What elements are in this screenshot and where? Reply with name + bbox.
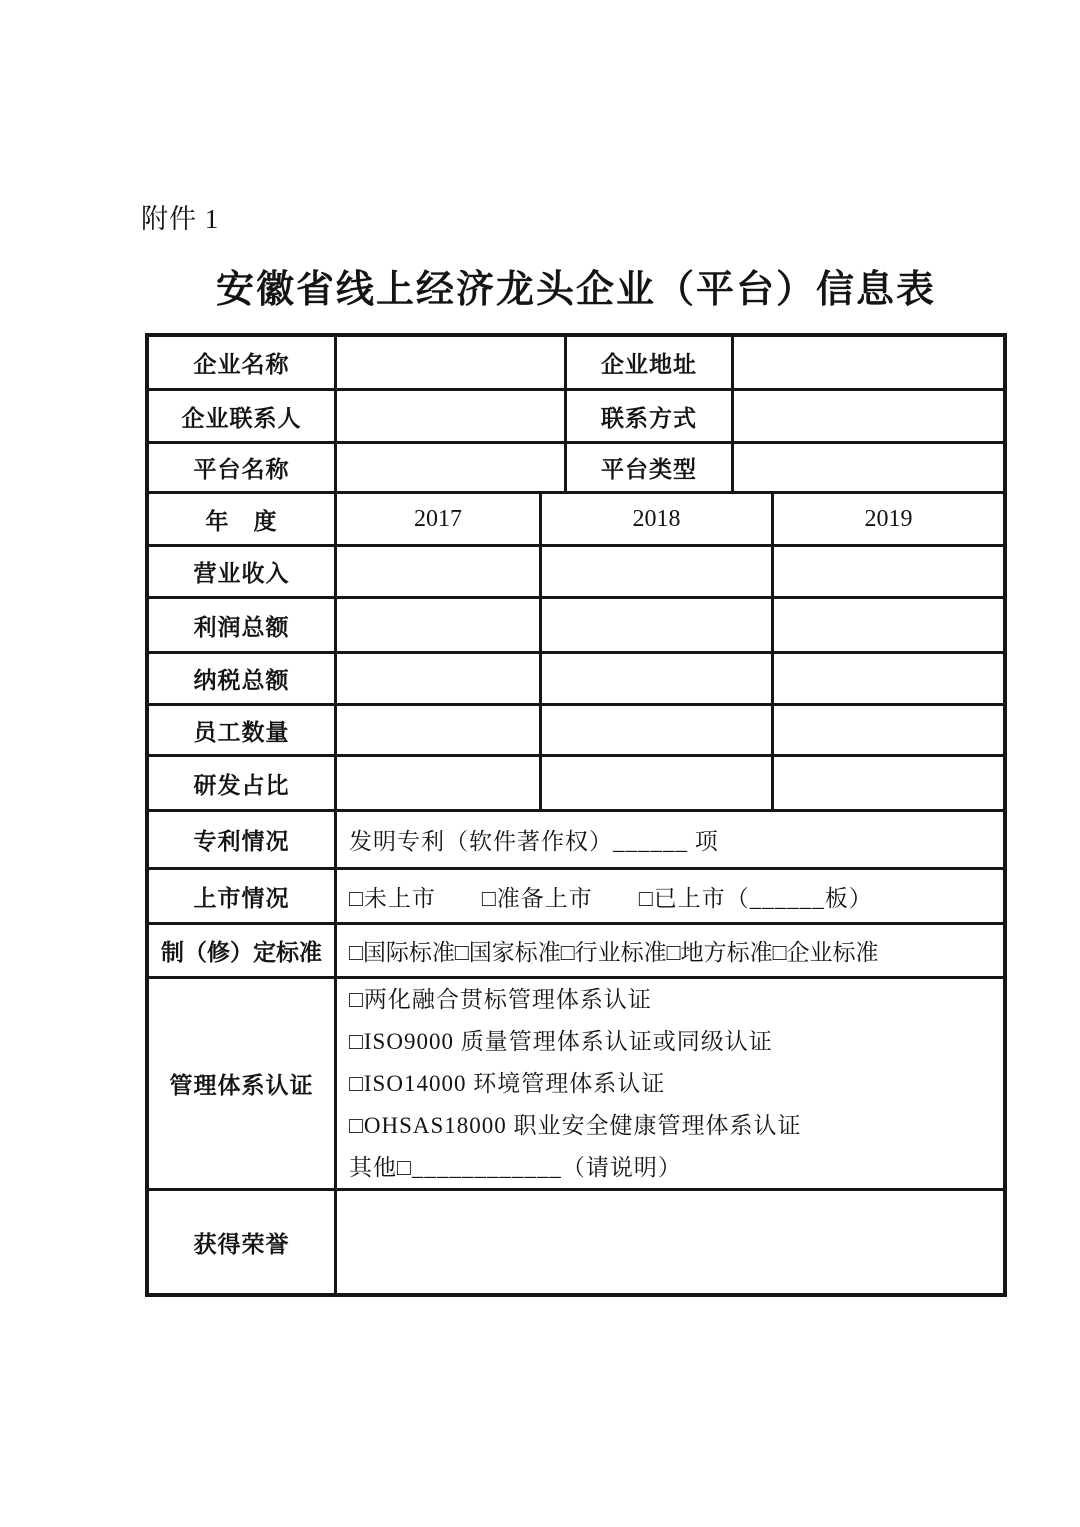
year-cell-2019: 2019 [864,505,913,532]
field-label-platform-name: 平台名称 [149,444,337,491]
input-cell-company-name [337,337,567,388]
row-standards [149,925,1003,979]
field-label-employees: 员工数量 [149,706,337,754]
row-revenue [149,547,1003,599]
row-platform-name [149,444,1003,494]
row-profit [149,599,1003,654]
standards-options [337,925,1003,976]
field-label-certification: 管理体系认证 [149,979,337,1188]
input-cell-profit-2018 [542,599,774,651]
row-honors [149,1191,1003,1293]
checkbox-option-lianghua-cert: □两化融合贯标管理体系认证 [349,986,652,1012]
field-label-patent: 专利情况 [149,812,337,867]
checkbox-options-standards: □国际标准□国家标准□行业标准□地方标准□企业标准 [349,940,879,965]
row-employees [149,706,1003,757]
input-cell-rnd-2019 [774,757,1003,809]
input-cell-tax-2018 [542,654,774,703]
field-label-rnd-ratio: 研发占比 [149,757,337,809]
page-title: 安徽省线上经济龙头企业（平台）信息表 [215,269,936,311]
checkbox-option-listed: □已上市（______板） [638,885,873,911]
year-cell-2018: 2018 [542,494,774,544]
field-label-contact-person: 企业联系人 [149,391,337,441]
input-cell-platform-type [734,444,1003,491]
checkbox-option-iso14000-cert: □ISO14000 环境管理体系认证 [349,1070,666,1096]
checkbox-option-preparing-listing: □准备上市 [481,885,593,911]
certification-options [337,979,1003,1188]
input-cell-tax-2019 [774,654,1003,703]
checkbox-option-other-cert: 其他□____________（请说明） [349,1154,682,1180]
checkbox-option-iso9000-cert: □ISO9000 质量管理体系认证或同级认证 [349,1028,773,1054]
input-cell-company-address [734,337,1003,388]
checkbox-option-ohsas18000-cert: □OHSAS18000 职业安全健康管理体系认证 [349,1112,802,1138]
input-cell-employees-2018 [542,706,774,754]
field-label-year: 年 度 [149,494,337,544]
row-rnd-ratio [149,757,1003,812]
row-company-name [149,337,1003,391]
input-cell-revenue-2019 [774,547,1003,596]
row-contact-person [149,391,1003,444]
field-label-company-address: 企业地址 [567,337,734,388]
row-patent [149,812,1003,870]
input-cell-honors [337,1191,1003,1293]
patent-content: 发明专利（软件著作权）______ 项 [349,829,719,854]
row-tax [149,654,1003,706]
input-cell-revenue-2017 [337,547,542,596]
field-label-contact-method: 联系方式 [567,391,734,441]
input-cell-tax-2017 [337,654,542,703]
year-cell-2017: 2017 [337,494,542,544]
row-listing [149,870,1003,925]
form-table [145,333,1007,1297]
row-certification [149,979,1003,1191]
row-year-header [149,494,1003,547]
field-label-standards: 制（修）定标准 [149,925,337,976]
input-cell-rnd-2018 [542,757,774,809]
field-label-platform-type: 平台类型 [567,444,734,491]
field-label-company-name: 企业名称 [149,337,337,388]
checkbox-option-not-listed: □未上市 [349,885,436,911]
listing-options [337,870,1003,922]
input-cell-employees-2017 [337,706,542,754]
field-label-revenue: 营业收入 [149,547,337,596]
input-cell-rnd-2017 [337,757,542,809]
input-cell-employees-2019 [774,706,1003,754]
input-cell-profit-2019 [774,599,1003,651]
input-cell-contact-method [734,391,1003,441]
input-cell-platform-name [337,444,567,491]
input-cell-revenue-2018 [542,547,774,596]
input-cell-contact-person [337,391,567,441]
attachment-label: 附件 1 [141,204,220,234]
field-label-tax: 纳税总额 [149,654,337,703]
field-label-honors: 获得荣誉 [149,1191,337,1293]
input-cell-profit-2017 [337,599,542,651]
field-label-listing: 上市情况 [149,870,337,922]
field-label-profit: 利润总额 [149,599,337,651]
